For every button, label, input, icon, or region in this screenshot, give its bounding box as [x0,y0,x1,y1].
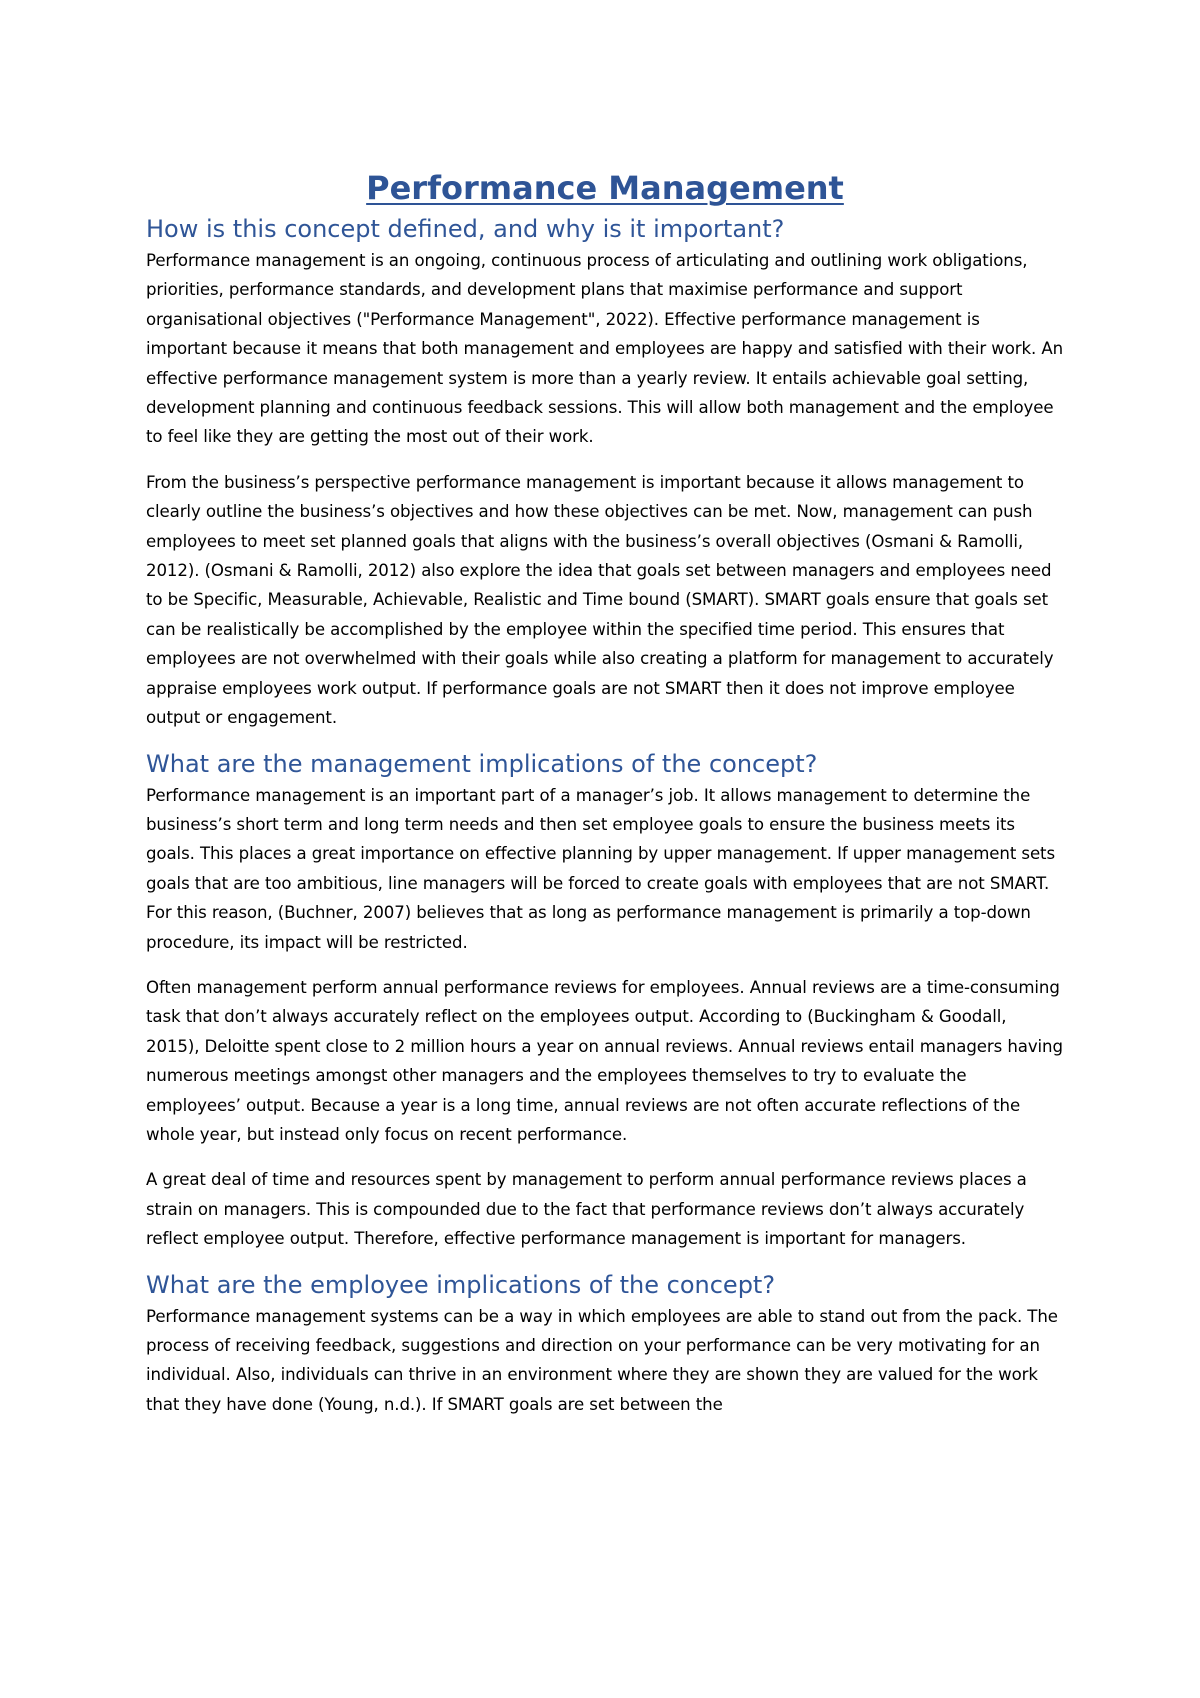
document-body [146,164,1064,1419]
paragraph: Often management perform annual performance reviews for employees. Annual reviews are a time-consuming task that don’t always accurately reflect on the employees output. According to (Buckingham & Goodall, 2015), Deloitte spent close to 2 million hours a year on annual reviews. Annual reviews entail managers having numerous meetings amongst other managers and the employees themselves to try to evaluate the employees’ output. Because a year is a long time, annual reviews are not often accurate reflections of the whole year, but instead only focus on recent performance. [146,977,1063,1144]
document-title: Performance Management [366,169,844,207]
paragraph: From the business’s perspective performance management is important because it allows management to clearly outline the business’s objectives and how these objectives can be met. Now, management can push employees to meet set planned goals that aligns with the business’s overall objectives (Osmani & Ramolli, 2012). (Osmani & Ramolli, 2012) also explore the idea that goals set between managers and employees need to be Specific, Measurable, Achievable, Realistic and Time bound (SMART). SMART goals ensure that goals set can be realistically be accomplished by the employee within the specified time period. This ensures that employees are not overwhelmed with their goals while also creating a platform for management to accurately appraise employees work output. If performance goals are not SMART then it does not improve employee output or engagement. [146,472,1054,728]
paragraph: Performance management is an ongoing, continuous process of articulating and outlining work obligations, priorities, performance standards, and development plans that maximise performance and support organisational objectives ("Performance Management", 2022). Effective performance management is important because it means that both management and employees are happy and satisfied with their work. An effective performance management system is more than a yearly review. It entails achievable goal setting, development planning and continuous feedback sessions. This will allow both management and the employee to feel like they are getting the most out of their work. [146,251,1064,447]
paragraph: Performance management systems can be a way in which employees are able to stand out from the pack. The process of receiving feedback, suggestions and direction on your performance can be very motivating for an individual. Also, individuals can thrive in an environment where they are shown they are valued for the work that they have done (Young, n.d.). If SMART goals are set between the [146,1306,1058,1414]
section-definition [146,212,1064,733]
paragraph: Performance management is an important part of a manager’s job. It allows management to determine the business’s short term and long term needs and then set employee goals to ensure the business meets its goals. This places a great importance on effective planning by upper management. If upper management sets goals that are too ambitious, line managers will be forced to create goals with employees that are not SMART. For this reason, (Buchner, 2007) believes that as long as performance management is primarily a top-down procedure, its impact will be restricted. [146,785,1056,952]
section-heading: What are the management implications of the concept? [146,749,818,778]
section-employee-implications [146,1268,1064,1420]
section-heading: How is this concept defined, and why is it important? [146,215,785,243]
paragraph: A great deal of time and resources spent by management to perform annual performance reviews places a strain on managers. This is compounded due to the fact that performance reviews don’t always accurately reflect employee output. Therefore, effective performance management is important for managers. [146,1170,1027,1249]
section-management-implications [146,747,1064,1254]
section-heading: What are the employee implications of the concept? [146,1270,776,1299]
